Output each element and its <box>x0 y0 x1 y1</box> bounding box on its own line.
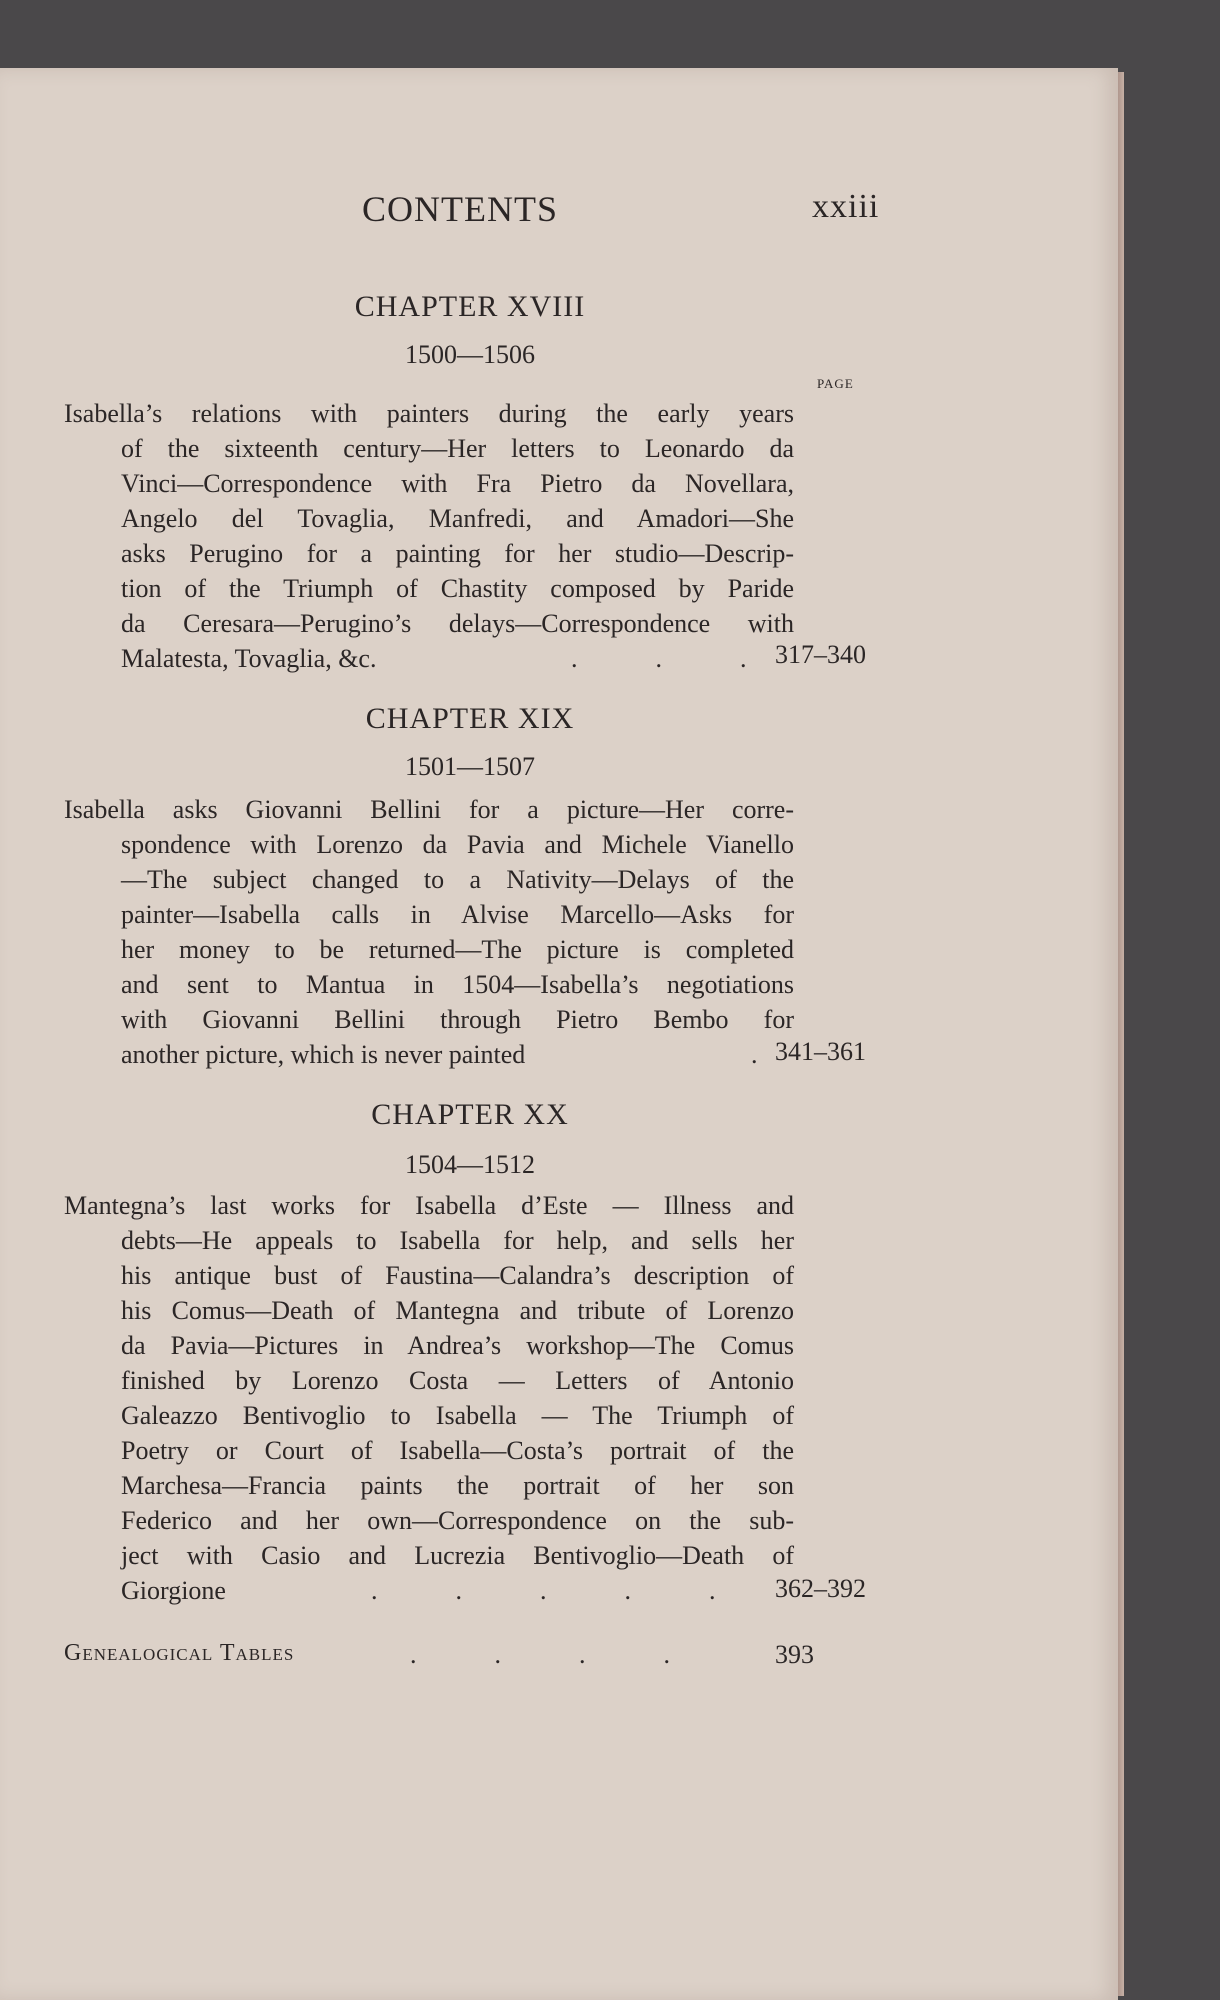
summary-line: Mantegna’s last works for Isabella d’Este — Illness and <box>64 1191 794 1220</box>
page-range: 393 <box>775 1640 814 1669</box>
chapter-heading: CHAPTER XIX <box>365 702 575 735</box>
dot-leader: . . . <box>571 644 747 673</box>
summary-line: Isabella asks Giovanni Bellini for a picture—Her corre- <box>64 795 794 824</box>
summary-line: spondence with Lorenzo da Pavia and Michele Vianello <box>121 830 794 859</box>
dot-leader: . . . . . <box>371 1576 716 1605</box>
chapter-heading: CHAPTER XX <box>371 1098 569 1131</box>
summary-line <box>121 1037 794 1072</box>
chapter-summary <box>64 792 794 1072</box>
summary-line: his antique bust of Faustina—Calandra’s description of <box>121 1261 794 1290</box>
summary-line: her money to be returned—The picture is completed <box>121 935 794 964</box>
summary-line: finished by Lorenzo Costa — Letters of Antonio <box>121 1366 794 1395</box>
summary-line: Poetry or Court of Isabella—Costa’s portrait of the <box>121 1436 794 1465</box>
chapter-heading: CHAPTER XVIII <box>354 290 586 323</box>
summary-line: Isabella’s relations with painters during the early years <box>64 399 794 428</box>
summary-line: his Comus—Death of Mantegna and tribute of Lorenzo <box>121 1296 794 1325</box>
chapter-years: 1504—1512 <box>405 1150 535 1179</box>
page-number: xxiii <box>812 188 880 225</box>
summary-line: da Pavia—Pictures in Andrea’s workshop—The Comus <box>121 1331 794 1360</box>
chapter-summary <box>64 1188 794 1608</box>
page-title: CONTENTS <box>362 189 558 229</box>
summary-line: tion of the Triumph of Chastity composed by Paride <box>121 574 794 603</box>
summary-line-text: Giorgione <box>121 1576 226 1605</box>
chapter-years: 1500—1506 <box>405 340 535 369</box>
summary-line-text: another picture, which is never painted <box>121 1040 526 1069</box>
page-range: 341–361 <box>775 1037 866 1066</box>
summary-line: and sent to Mantua in 1504—Isabella’s negotiations <box>121 970 794 999</box>
page-range: 317–340 <box>775 640 866 669</box>
summary-line: da Ceresara—Perugino’s delays—Correspondence with <box>121 609 794 638</box>
summary-line: Angelo del Tovaglia, Manfredi, and Amadori—She <box>121 504 794 533</box>
chapter-summary <box>64 396 794 676</box>
summary-line: debts—He appeals to Isabella for help, and sells her <box>121 1226 794 1255</box>
page-range: 362–392 <box>775 1574 866 1603</box>
summary-line: ject with Casio and Lucrezia Bentivoglio—Death of <box>121 1541 794 1570</box>
summary-line-text: Malatesta, Tovaglia, &c. <box>121 644 377 673</box>
page-column-label: PAGE <box>817 376 854 391</box>
summary-line: Galeazzo Bentivoglio to Isabella — The Triumph of <box>121 1401 794 1430</box>
chapter-years: 1501—1507 <box>405 752 535 781</box>
genealogical-tables-entry: Genealogical Tables <box>64 1640 295 1666</box>
dot-leader: . . . . <box>410 1640 670 1669</box>
running-head <box>0 188 1118 248</box>
summary-line: Marchesa—Francia paints the portrait of her son <box>121 1471 794 1500</box>
summary-line: painter—Isabella calls in Alvise Marcello—Asks for <box>121 900 794 929</box>
book-page <box>0 68 1118 2000</box>
summary-line <box>121 641 794 676</box>
dot-leader: . <box>751 1040 758 1069</box>
summary-line: with Giovanni Bellini through Pietro Bembo for <box>121 1005 794 1034</box>
summary-line: Vinci—Correspondence with Fra Pietro da Novellara, <box>121 469 794 498</box>
summary-line: Federico and her own—Correspondence on the sub- <box>121 1506 794 1535</box>
summary-line: of the sixteenth century—Her letters to Leonardo da <box>121 434 794 463</box>
summary-line <box>121 1573 794 1608</box>
summary-line: —The subject changed to a Nativity—Delays of the <box>121 865 794 894</box>
summary-line: asks Perugino for a painting for her studio—Descrip- <box>121 539 794 568</box>
